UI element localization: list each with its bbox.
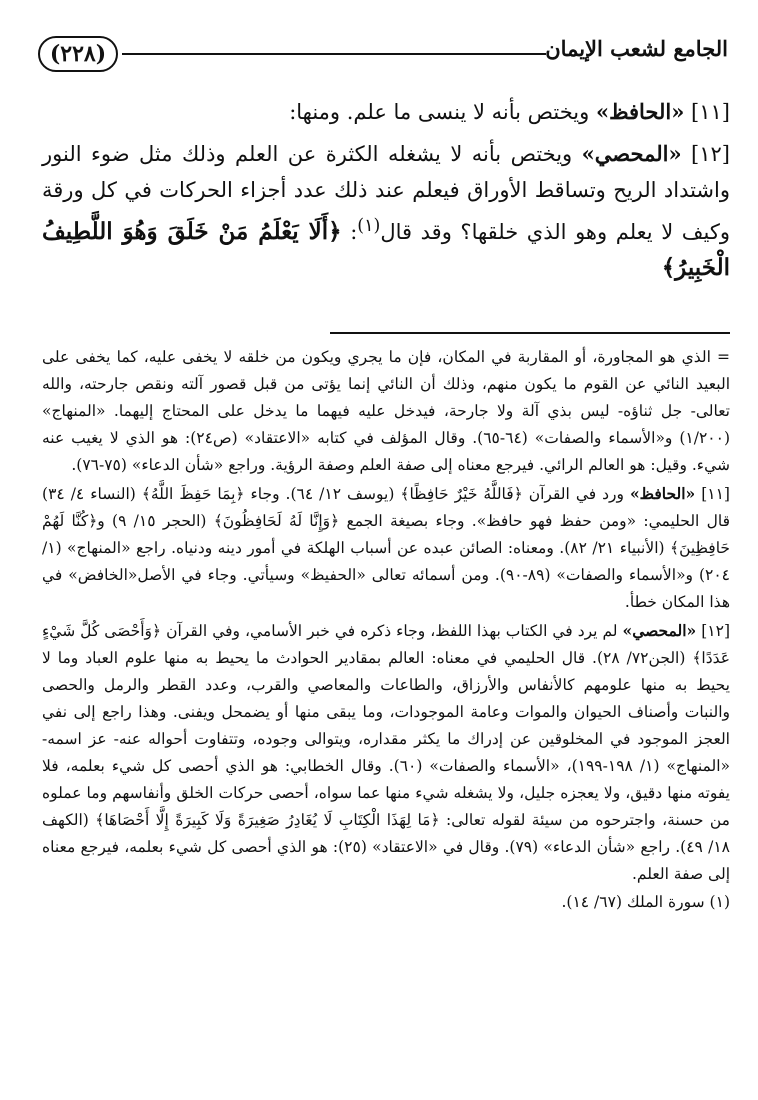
name-label: «الحافظ»	[629, 484, 696, 503]
paragraph-text: ويختص بأنه لا يشغله الكثرة عن العلم وذلك مثل ضوء النور واشتداد الريح وتساقط الأوراق فيعلم عند ذلك عدد أجزاء الحركات في كل ورقة وكيف لا يعلم وهو الذي خلقها؟ وقد قال	[42, 142, 730, 244]
paragraph-number: [١١]	[684, 100, 730, 124]
page-header	[38, 34, 728, 74]
main-text	[42, 94, 730, 292]
name-label: «الحافظ»	[595, 99, 685, 124]
footnote-12	[42, 617, 730, 888]
footnote-number: [١٢]	[696, 622, 730, 640]
header-rule	[122, 53, 546, 55]
book-title: الجامع لشعب الإيمان	[545, 36, 728, 61]
name-label: «المحصي»	[581, 141, 682, 166]
footnote-reference: (١)	[357, 216, 381, 236]
footnote-text: ورد في القرآن ﴿فَاللَّهُ خَيْرٌ حَافِظًا﴾ (يوسف ١٢/ ٦٤). وجاء ﴿بِمَا حَفِظَ اللَّهُ﴾ (النساء ٤/ ٣٤) قال الحليمي: «ومن حفظ فهو حافظ». وجاء بصيغة الجمع ﴿وَإِنَّا لَهُ لَحَافِظُونَ﴾ (الحجر ١٥/ ٩) و﴿كُنَّا لَهُمْ حَافِظِينَ﴾ (الأنبياء ٢١/ ٨٢). ومعناه: الصائن عبده عن أسباب الهلكة في أمور دينه ودنياه. راجع «المنهاج» (١/ ٢٠٤) و«الأسماء والصفات» (٨٩-٩٠). ومن أسمائه تعالى «الحفيظ» وسيأتي. وجاء في الأصل«الخافض» في هذا المكان خطأ.	[42, 485, 730, 611]
paragraph-text: ويختص بأنه لا ينسى ما علم. ومنها:	[289, 100, 596, 124]
footnotes	[42, 344, 730, 917]
footnote-continuation: = الذي هو المجاورة، أو المقاربة في المكان، فإن ما يجري ويكون من خلقه لا يخفى عليه، كما يخفى على البعيد النائي عن القوم ما يكون منهم، وذلك أن النائي إنما يؤتى من قبل قصور آلته ونقص جارحته، والله تعالى- جل ثناؤه- ليس بذي آلة ولا جارحة، فيدخل عليه فيهما ما يدخل على المحتاج إليهما. «المنهاج» (١/٢٠٠) و«الأسماء والصفات» (٦٤-٦٥). وقال المؤلف في كتابه «الاعتقاد» (ص٢٤): هو الذي لا يغيب عنه شيء. وقيل: هو العالم الرائي. فيرجع معناه إلى صفة العلم وصفة الرؤية. وراجع «شأن الدعاء» (٧٥-٧٦).	[42, 348, 730, 474]
paragraph-11	[42, 94, 730, 130]
footnote-number: [١١]	[695, 485, 730, 503]
paragraph-12	[42, 136, 730, 286]
paragraph-number: [١٢]	[681, 142, 730, 166]
colon: :	[341, 220, 358, 244]
footnote-separator	[330, 332, 730, 334]
footnote-text: لم يرد في الكتاب بهذا اللفظ، وجاء ذكره في خبر الأسامي، وفي القرآن ﴿وَأَحْصَى كُلَّ شَيْءٍ عَدَدًا﴾ (الجن٧٢/ ٢٨). قال الحليمي في معناه: العالم بمقادير الحوادث ما يحيط به منها علوم العباد وما لا يحيط به منها علومهم كالأنفاس والأرزاق، والطاعات والمعاصي والقرب، وعدد القطر والرمل والحصى والنبات وأصناف الحيوان والموات وعامة الموجودات، وما يبقى منها أو يضمحل ويفنى. وهذا راجع إلى نفي العجز الموجود في المخلوقين عن إدراك ما يكثر مقداره، ويتوالى وجوده، وتتفاوت أحواله عنه- عز اسمه- «المنهاج» (١/ ١٩٨-١٩٩)، «الأسماء والصفات» (٦٠). وقال الخطابي: هو الذي أحصى كل شيء بعلمه، فلا يفوته منها دقيق، ولا يعجزه جليل، ولا يشغله شيء منها عما سواه، أحصى حركات الخلق وأنفاسهم وما عملوه من حسنة، واجترحوه من سيئة لقوله تعالى: ﴿مَا لِهَذَا الْكِتَابِ لَا يُغَادِرُ صَغِيرَةً وَلَا كَبِيرَةً إِلَّا أَحْصَاهَا﴾ (الكهف ١٨/ ٤٩). راجع «شأن الدعاء» (٧٩). وقال في «الاعتقاد» (٢٥): هو الذي أحصى كل شيء بعلمه، فيرجع معناه إلى صفة العلم.	[42, 622, 731, 883]
footnote-1: (١) سورة الملك (٦٧/ ١٤).	[561, 893, 730, 911]
page-number-badge: (٢٢٨)	[38, 36, 118, 72]
footnote-11	[42, 480, 730, 616]
name-label: «المحصي»	[622, 621, 697, 640]
quran-verse: ﴿أَلَا يَعْلَمُ مَنْ خَلَقَ وَهُوَ اللَّطِيفُ الْخَبِيرُ﴾	[42, 218, 730, 281]
